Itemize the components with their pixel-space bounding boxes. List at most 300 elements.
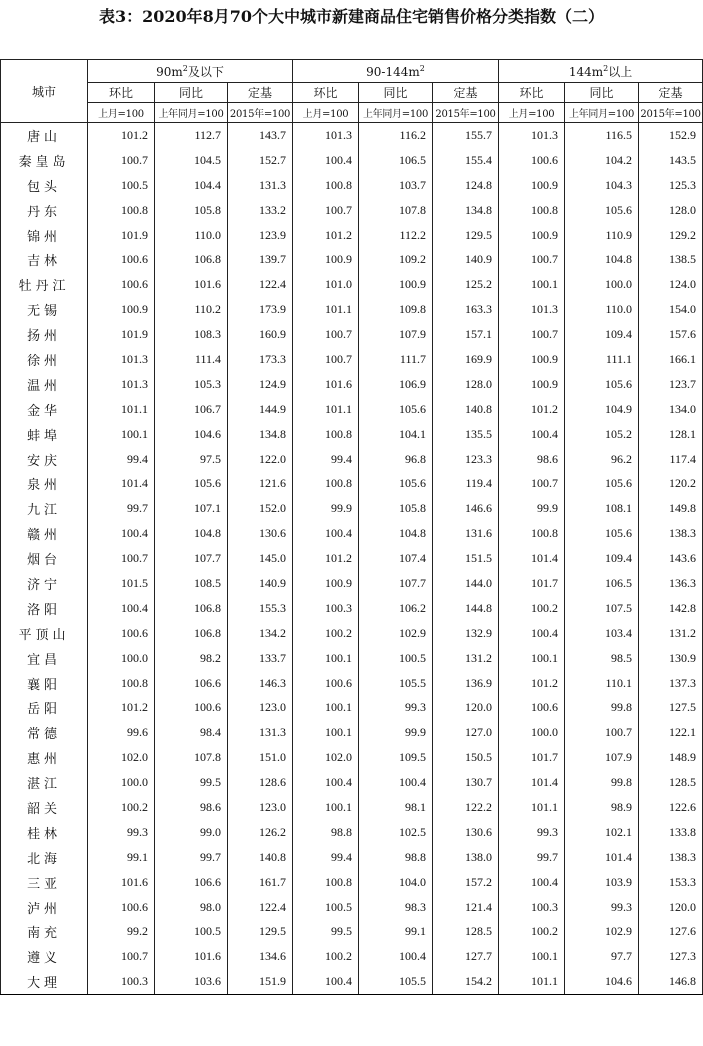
index-value: 153.3 (639, 870, 703, 895)
index-value: 99.3 (88, 820, 155, 845)
index-value: 108.5 (155, 571, 228, 596)
sub-header: 环比 (88, 83, 155, 103)
index-value: 163.3 (433, 297, 499, 322)
index-value: 127.7 (433, 944, 499, 969)
index-value: 100.7 (88, 148, 155, 173)
index-value: 104.6 (155, 422, 228, 447)
index-value: 122.1 (639, 720, 703, 745)
index-value: 98.6 (499, 447, 565, 472)
index-value: 101.2 (88, 695, 155, 720)
index-value: 128.0 (433, 372, 499, 397)
index-value: 101.6 (293, 372, 359, 397)
index-value: 99.7 (155, 845, 228, 870)
index-value: 154.2 (433, 969, 499, 994)
sub-header: 同比 (565, 83, 639, 103)
index-value: 100.6 (155, 695, 228, 720)
index-value: 143.5 (639, 148, 703, 173)
index-value: 106.7 (155, 397, 228, 422)
index-value: 133.8 (639, 820, 703, 845)
index-value: 105.6 (359, 471, 433, 496)
table-row (1, 123, 703, 148)
index-value: 151.9 (228, 969, 293, 994)
city-name: 牡丹江 (1, 272, 88, 297)
index-value: 104.6 (565, 969, 639, 994)
index-value: 100.8 (293, 422, 359, 447)
index-value: 108.1 (565, 496, 639, 521)
index-value: 96.2 (565, 447, 639, 472)
index-value: 120.0 (639, 895, 703, 920)
city-name: 吉林 (1, 247, 88, 272)
index-value: 128.5 (433, 920, 499, 945)
table-row (1, 845, 703, 870)
index-value: 154.0 (639, 297, 703, 322)
index-value: 109.4 (565, 322, 639, 347)
index-value: 99.3 (565, 895, 639, 920)
index-value: 109.4 (565, 546, 639, 571)
city-name: 安庆 (1, 447, 88, 472)
index-value: 120.0 (433, 695, 499, 720)
city-name: 惠州 (1, 745, 88, 770)
index-value: 127.0 (433, 720, 499, 745)
index-value: 100.4 (88, 521, 155, 546)
index-value: 100.8 (499, 521, 565, 546)
base-header: 上年同月=100 (155, 103, 228, 123)
index-value: 138.3 (639, 845, 703, 870)
index-value: 100.3 (499, 895, 565, 920)
table-row (1, 646, 703, 671)
index-value: 99.3 (499, 820, 565, 845)
index-value: 145.0 (228, 546, 293, 571)
index-value: 101.3 (88, 372, 155, 397)
index-value: 99.1 (88, 845, 155, 870)
index-value: 122.4 (228, 272, 293, 297)
table-row (1, 521, 703, 546)
city-name: 宜昌 (1, 646, 88, 671)
index-value: 140.9 (433, 247, 499, 272)
index-value: 98.8 (359, 845, 433, 870)
table-row (1, 546, 703, 571)
index-value: 101.1 (293, 397, 359, 422)
index-value: 101.6 (155, 944, 228, 969)
index-value: 100.2 (293, 621, 359, 646)
index-value: 100.9 (293, 247, 359, 272)
index-value: 151.0 (228, 745, 293, 770)
index-value: 107.4 (359, 546, 433, 571)
index-value: 148.9 (639, 745, 703, 770)
index-value: 99.9 (293, 496, 359, 521)
index-value: 96.8 (359, 447, 433, 472)
city-name: 秦皇岛 (1, 148, 88, 173)
index-value: 100.8 (293, 870, 359, 895)
table-row (1, 198, 703, 223)
index-value: 100.1 (499, 272, 565, 297)
index-value: 100.1 (88, 422, 155, 447)
index-value: 116.2 (359, 123, 433, 148)
base-header: 上月=100 (293, 103, 359, 123)
index-value: 150.5 (433, 745, 499, 770)
index-value: 125.3 (639, 173, 703, 198)
index-value: 102.9 (565, 920, 639, 945)
index-value: 104.1 (359, 422, 433, 447)
index-value: 104.8 (359, 521, 433, 546)
index-value: 161.7 (228, 870, 293, 895)
table-row (1, 795, 703, 820)
index-value: 124.8 (433, 173, 499, 198)
index-value: 104.2 (565, 148, 639, 173)
index-value: 103.4 (565, 621, 639, 646)
sub-header: 环比 (293, 83, 359, 103)
index-value: 100.2 (499, 596, 565, 621)
city-name: 扬州 (1, 322, 88, 347)
index-value: 100.5 (155, 920, 228, 945)
index-value: 146.3 (228, 671, 293, 696)
index-value: 140.8 (228, 845, 293, 870)
index-value: 130.7 (433, 770, 499, 795)
index-value: 155.4 (433, 148, 499, 173)
index-value: 112.7 (155, 123, 228, 148)
index-value: 140.8 (433, 397, 499, 422)
index-value: 98.3 (359, 895, 433, 920)
city-name: 济宁 (1, 571, 88, 596)
index-value: 101.7 (499, 745, 565, 770)
index-value: 111.1 (565, 347, 639, 372)
index-value: 123.3 (433, 447, 499, 472)
index-value: 99.5 (155, 770, 228, 795)
index-value: 102.1 (565, 820, 639, 845)
index-value: 100.8 (499, 198, 565, 223)
index-value: 106.9 (359, 372, 433, 397)
index-value: 107.9 (359, 322, 433, 347)
index-value: 101.2 (499, 397, 565, 422)
index-value: 100.1 (293, 646, 359, 671)
index-value: 157.1 (433, 322, 499, 347)
index-value: 144.9 (228, 397, 293, 422)
index-value: 101.6 (88, 870, 155, 895)
index-value: 99.5 (293, 920, 359, 945)
index-value: 100.7 (293, 322, 359, 347)
index-value: 123.7 (639, 372, 703, 397)
table-row (1, 247, 703, 272)
index-value: 107.1 (155, 496, 228, 521)
index-value: 101.1 (293, 297, 359, 322)
index-value: 99.2 (88, 920, 155, 945)
index-value: 99.7 (88, 496, 155, 521)
index-value: 130.6 (228, 521, 293, 546)
index-value: 101.2 (88, 123, 155, 148)
index-value: 100.1 (499, 944, 565, 969)
sub-header: 环比 (499, 83, 565, 103)
index-value: 100.9 (499, 372, 565, 397)
index-value: 134.6 (228, 944, 293, 969)
index-value: 146.6 (433, 496, 499, 521)
table-row (1, 671, 703, 696)
index-value: 106.8 (155, 247, 228, 272)
index-value: 121.6 (228, 471, 293, 496)
index-value: 101.6 (155, 272, 228, 297)
index-value: 100.2 (499, 920, 565, 945)
index-value: 100.0 (499, 720, 565, 745)
index-value: 100.4 (359, 770, 433, 795)
index-value: 157.2 (433, 870, 499, 895)
index-value: 99.0 (155, 820, 228, 845)
index-value: 100.7 (499, 322, 565, 347)
index-value: 102.5 (359, 820, 433, 845)
index-value: 116.5 (565, 123, 639, 148)
index-value: 98.5 (565, 646, 639, 671)
index-value: 100.9 (499, 223, 565, 248)
index-value: 100.0 (88, 646, 155, 671)
index-value: 110.1 (565, 671, 639, 696)
index-value: 100.4 (293, 521, 359, 546)
index-value: 104.4 (155, 173, 228, 198)
index-value: 111.7 (359, 347, 433, 372)
index-value: 131.2 (433, 646, 499, 671)
index-value: 155.3 (228, 596, 293, 621)
index-value: 122.4 (228, 895, 293, 920)
index-value: 100.4 (293, 969, 359, 994)
city-name: 泸州 (1, 895, 88, 920)
index-value: 100.6 (88, 621, 155, 646)
table-row (1, 347, 703, 372)
index-value: 100.9 (359, 272, 433, 297)
index-value: 102.0 (293, 745, 359, 770)
index-value: 132.9 (433, 621, 499, 646)
index-value: 105.5 (359, 969, 433, 994)
sub-header: 定基 (228, 83, 293, 103)
index-value: 101.4 (565, 845, 639, 870)
table-row (1, 695, 703, 720)
group-header-144: $144m^2$以上 (499, 60, 703, 83)
index-value: 103.7 (359, 173, 433, 198)
index-value: 99.9 (359, 720, 433, 745)
index-value: 106.6 (155, 671, 228, 696)
index-value: 101.2 (293, 223, 359, 248)
index-value: 136.9 (433, 671, 499, 696)
index-value: 139.7 (228, 247, 293, 272)
index-value: 103.9 (565, 870, 639, 895)
index-value: 100.9 (88, 297, 155, 322)
table-row (1, 571, 703, 596)
index-value: 100.8 (293, 471, 359, 496)
index-value: 105.8 (359, 496, 433, 521)
index-value: 124.9 (228, 372, 293, 397)
city-name: 遵义 (1, 944, 88, 969)
index-value: 100.8 (88, 671, 155, 696)
index-value: 137.3 (639, 671, 703, 696)
index-value: 100.5 (293, 895, 359, 920)
base-header: 上年同月=100 (565, 103, 639, 123)
index-value: 144.8 (433, 596, 499, 621)
index-value: 127.6 (639, 920, 703, 945)
table-row (1, 820, 703, 845)
index-value: 100.1 (293, 795, 359, 820)
index-value: 124.0 (639, 272, 703, 297)
index-value: 98.9 (565, 795, 639, 820)
index-value: 119.4 (433, 471, 499, 496)
index-value: 105.6 (359, 397, 433, 422)
index-value: 100.6 (88, 247, 155, 272)
index-value: 99.4 (293, 447, 359, 472)
index-value: 99.1 (359, 920, 433, 945)
city-name: 丹东 (1, 198, 88, 223)
index-value: 134.8 (433, 198, 499, 223)
index-value: 104.9 (565, 397, 639, 422)
table-row (1, 173, 703, 198)
index-value: 98.2 (155, 646, 228, 671)
index-value: 152.7 (228, 148, 293, 173)
index-value: 105.6 (155, 471, 228, 496)
index-value: 100.6 (88, 272, 155, 297)
index-value: 138.5 (639, 247, 703, 272)
index-value: 104.8 (155, 521, 228, 546)
index-value: 166.1 (639, 347, 703, 372)
city-name: 唐山 (1, 123, 88, 148)
index-value: 127.5 (639, 695, 703, 720)
table-row (1, 223, 703, 248)
index-value: 101.7 (499, 571, 565, 596)
index-value: 102.0 (88, 745, 155, 770)
index-value: 101.2 (499, 671, 565, 696)
table-row (1, 895, 703, 920)
index-value: 135.5 (433, 422, 499, 447)
index-value: 100.5 (359, 646, 433, 671)
index-value: 133.7 (228, 646, 293, 671)
table-row (1, 944, 703, 969)
index-value: 131.3 (228, 173, 293, 198)
index-value: 107.9 (565, 745, 639, 770)
index-value: 101.9 (88, 322, 155, 347)
table-row (1, 422, 703, 447)
index-value: 98.4 (155, 720, 228, 745)
base-header: 上月=100 (499, 103, 565, 123)
index-value: 112.2 (359, 223, 433, 248)
index-value: 99.8 (565, 770, 639, 795)
index-value: 106.5 (565, 571, 639, 596)
table-row (1, 770, 703, 795)
index-value: 107.7 (155, 546, 228, 571)
index-value: 129.2 (639, 223, 703, 248)
index-value: 100.8 (293, 173, 359, 198)
index-value: 100.4 (293, 148, 359, 173)
index-value: 101.4 (88, 471, 155, 496)
index-value: 101.1 (88, 397, 155, 422)
city-name: 赣州 (1, 521, 88, 546)
index-value: 126.2 (228, 820, 293, 845)
table-row (1, 447, 703, 472)
index-value: 122.2 (433, 795, 499, 820)
table-row (1, 322, 703, 347)
city-name: 温州 (1, 372, 88, 397)
index-value: 100.9 (499, 173, 565, 198)
index-value: 136.3 (639, 571, 703, 596)
index-value: 101.5 (88, 571, 155, 596)
index-value: 129.5 (228, 920, 293, 945)
city-name: 岳阳 (1, 695, 88, 720)
city-name: 湛江 (1, 770, 88, 795)
table-row (1, 870, 703, 895)
index-value: 110.0 (155, 223, 228, 248)
index-value: 104.8 (565, 247, 639, 272)
index-value: 144.0 (433, 571, 499, 596)
sub-header: 同比 (155, 83, 228, 103)
sub-header: 定基 (433, 83, 499, 103)
index-value: 102.9 (359, 621, 433, 646)
index-value: 134.8 (228, 422, 293, 447)
index-value: 173.9 (228, 297, 293, 322)
city-name: 平顶山 (1, 621, 88, 646)
index-value: 138.0 (433, 845, 499, 870)
index-value: 103.6 (155, 969, 228, 994)
base-header: 上年同月=100 (359, 103, 433, 123)
city-name: 泉州 (1, 471, 88, 496)
index-value: 107.7 (359, 571, 433, 596)
index-value: 98.8 (293, 820, 359, 845)
index-value: 169.9 (433, 347, 499, 372)
city-name: 洛阳 (1, 596, 88, 621)
price-index-table (0, 59, 703, 995)
city-name: 烟台 (1, 546, 88, 571)
index-value: 100.6 (499, 695, 565, 720)
index-value: 105.2 (565, 422, 639, 447)
index-value: 134.0 (639, 397, 703, 422)
city-name: 韶关 (1, 795, 88, 820)
base-header: 2015年=100 (433, 103, 499, 123)
city-name: 锦州 (1, 223, 88, 248)
index-value: 100.0 (565, 272, 639, 297)
index-value: 100.7 (499, 471, 565, 496)
index-value: 97.7 (565, 944, 639, 969)
index-value: 122.0 (228, 447, 293, 472)
index-value: 100.4 (499, 870, 565, 895)
index-value: 111.4 (155, 347, 228, 372)
index-value: 101.3 (293, 123, 359, 148)
index-value: 100.7 (293, 347, 359, 372)
index-value: 109.5 (359, 745, 433, 770)
table-row (1, 596, 703, 621)
index-value: 110.2 (155, 297, 228, 322)
index-value: 101.3 (499, 123, 565, 148)
index-value: 101.1 (499, 795, 565, 820)
index-value: 107.8 (359, 198, 433, 223)
city-name: 徐州 (1, 347, 88, 372)
table-row (1, 745, 703, 770)
index-value: 100.7 (293, 198, 359, 223)
table-row (1, 272, 703, 297)
index-value: 105.6 (565, 372, 639, 397)
index-value: 99.9 (499, 496, 565, 521)
index-value: 101.4 (499, 770, 565, 795)
table-row (1, 920, 703, 945)
index-value: 100.3 (88, 969, 155, 994)
index-value: 105.6 (565, 471, 639, 496)
base-header: 2015年=100 (228, 103, 293, 123)
index-value: 109.8 (359, 297, 433, 322)
index-value: 157.6 (639, 322, 703, 347)
index-value: 99.6 (88, 720, 155, 745)
index-value: 149.8 (639, 496, 703, 521)
sub-header: 同比 (359, 83, 433, 103)
table-row (1, 471, 703, 496)
index-value: 123.0 (228, 795, 293, 820)
index-value: 160.9 (228, 322, 293, 347)
index-value: 105.3 (155, 372, 228, 397)
index-value: 121.4 (433, 895, 499, 920)
index-value: 100.4 (359, 944, 433, 969)
city-column-header: 城市 (1, 60, 88, 123)
index-value: 110.0 (565, 297, 639, 322)
index-value: 128.6 (228, 770, 293, 795)
index-value: 101.3 (499, 297, 565, 322)
